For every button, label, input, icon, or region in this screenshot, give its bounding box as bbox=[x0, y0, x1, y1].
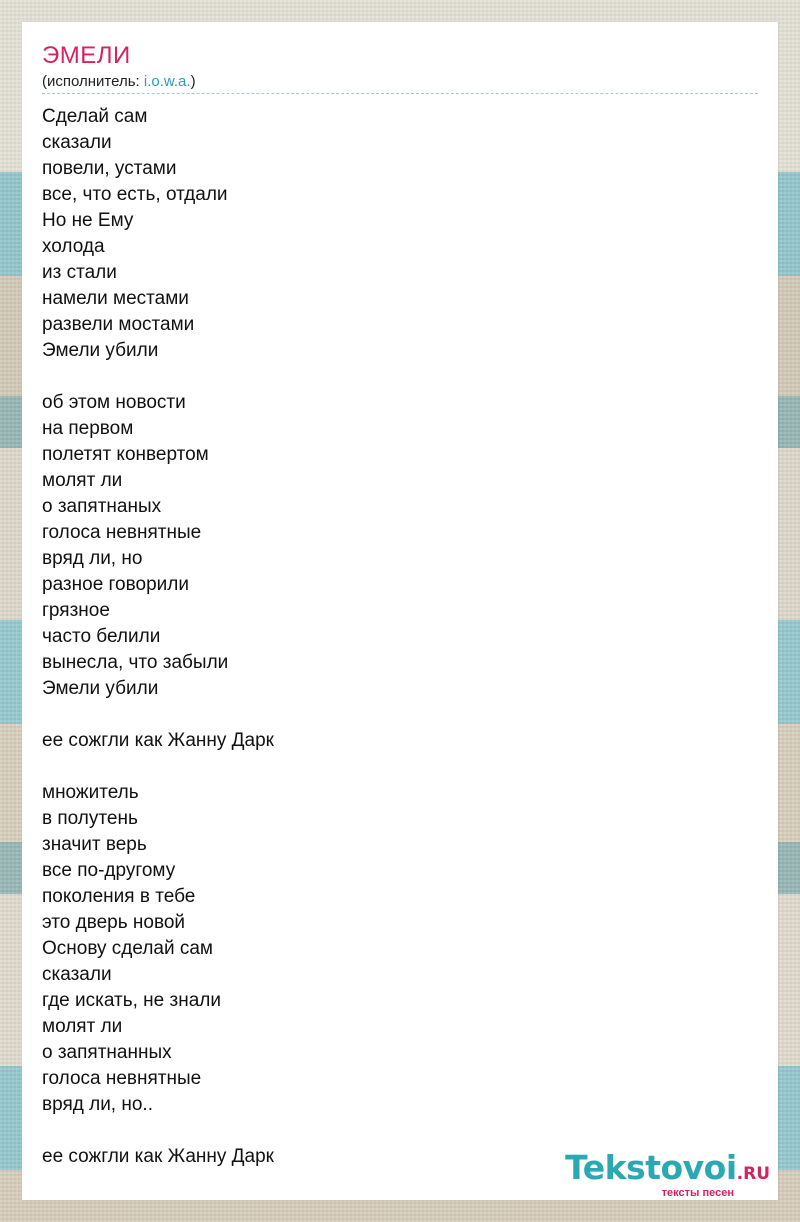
lyric-line: голоса невнятные bbox=[42, 522, 202, 543]
logo-name: Tekstovoi bbox=[565, 1148, 737, 1187]
lyric-line: часто белили bbox=[42, 626, 161, 647]
logo-tld: .RU bbox=[736, 1164, 770, 1184]
artist-link[interactable]: i.o.w.a. bbox=[143, 73, 191, 90]
lyric-line: молят ли bbox=[42, 1016, 123, 1037]
site-logo[interactable] bbox=[565, 1150, 770, 1198]
lyric-line: вряд ли, но bbox=[42, 548, 143, 569]
lyric-line: сказали bbox=[42, 964, 112, 985]
lyric-line: на первом bbox=[42, 418, 134, 439]
lyrics-card bbox=[22, 22, 778, 1200]
song-title: ЭМЕЛИ bbox=[42, 42, 131, 69]
lyric-line: Эмели убили bbox=[42, 678, 159, 699]
stanza-break bbox=[42, 1118, 274, 1144]
stanza-break bbox=[42, 754, 274, 780]
lyric-line: ее сожгли как Жанну Дарк bbox=[42, 1146, 274, 1167]
stanza-break bbox=[42, 364, 274, 390]
lyric-line: где искать, не знали bbox=[42, 990, 221, 1011]
lyric-line: молят ли bbox=[42, 470, 123, 491]
artist-line bbox=[42, 73, 196, 91]
lyric-line: множитель bbox=[42, 782, 139, 803]
lyric-line: в полутень bbox=[42, 808, 138, 829]
lyric-line: разное говорили bbox=[42, 574, 189, 595]
logo-tagline: тексты песен bbox=[661, 1187, 734, 1199]
lyric-line: намели местами bbox=[42, 288, 189, 309]
lyric-line: Основу сделай сам bbox=[42, 938, 213, 959]
stanza-break bbox=[42, 702, 274, 728]
lyric-line: поколения в тебе bbox=[42, 886, 196, 907]
lyric-line: повели, устами bbox=[42, 158, 177, 179]
lyric-line: голоса невнятные bbox=[42, 1068, 202, 1089]
lyric-line: об этом новости bbox=[42, 392, 186, 413]
lyric-line: значит верь bbox=[42, 834, 147, 855]
lyric-line: грязное bbox=[42, 600, 110, 621]
artist-suffix: ) bbox=[190, 73, 196, 90]
lyric-line: это дверь новой bbox=[42, 912, 186, 933]
lyric-line: все по-другому bbox=[42, 860, 176, 881]
lyric-line: о запятнаных bbox=[42, 496, 162, 517]
lyric-line: холода bbox=[42, 236, 105, 257]
lyric-line: ее сожгли как Жанну Дарк bbox=[42, 730, 274, 751]
lyric-line: сказали bbox=[42, 132, 112, 153]
logo-wordmark bbox=[565, 1150, 770, 1192]
lyric-line: все, что есть, отдали bbox=[42, 184, 228, 205]
lyric-line: полетят конвертом bbox=[42, 444, 209, 465]
lyrics-text bbox=[42, 104, 274, 1170]
lyric-line: развели мостами bbox=[42, 314, 195, 335]
lyric-line: из стали bbox=[42, 262, 117, 283]
lyric-line: о запятнанных bbox=[42, 1042, 172, 1063]
title-divider bbox=[42, 93, 758, 94]
lyric-line: Сделай сам bbox=[42, 106, 148, 127]
artist-prefix: (исполнитель: bbox=[42, 73, 144, 90]
lyric-line: Эмели убили bbox=[42, 340, 159, 361]
lyric-line: Но не Ему bbox=[42, 210, 134, 231]
lyric-line: вряд ли, но.. bbox=[42, 1094, 153, 1115]
lyric-line: вынесла, что забыли bbox=[42, 652, 229, 673]
